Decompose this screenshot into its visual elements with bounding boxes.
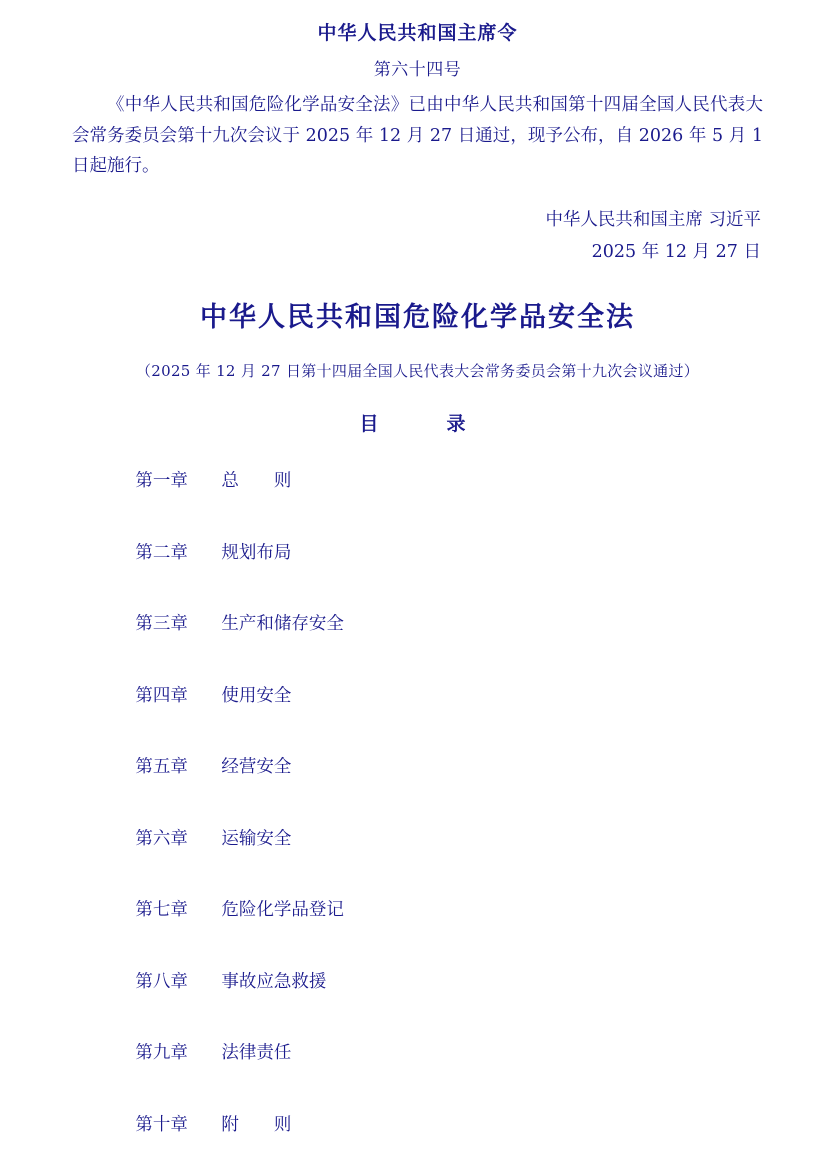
law-adoption-note: （2025 年 12 月 27 日第十四届全国人民代表大会常务委员会第十九次会议通过） [135, 361, 700, 380]
toc-item[interactable] [102, 599, 763, 652]
toc-item[interactable] [102, 1099, 763, 1152]
toc-item-chapter: 第六章 [135, 828, 188, 849]
decree-signature-block [72, 204, 763, 269]
toc-item[interactable] [102, 527, 763, 580]
law-title: 中华人民共和国危险化学品安全法 [200, 301, 635, 333]
toc-item[interactable] [102, 885, 763, 938]
toc-item-label: 使用安全 [221, 685, 292, 706]
toc-item[interactable] [102, 1028, 763, 1081]
toc-item-label: 生产和储存安全 [221, 614, 344, 635]
decree-title: 中华人民共和国主席令 [317, 22, 518, 44]
toc-item-chapter: 第一章 [135, 471, 188, 492]
decree-number: 第六十四号 [373, 60, 462, 80]
decree-signer: 中华人民共和国主席 习近平 [545, 209, 761, 230]
decree-body-text: 《中华人民共和国危险化学品安全法》已由中华人民共和国第十四届全国人民代表大会常务委员会第十九次会议于 2025 年 12 月 27 日通过，现予公布，自 2026 年 5 月 1 日起施行。 [72, 95, 763, 177]
decree-date: 2025 年 12 月 27 日 [591, 242, 761, 263]
toc-item-label: 运输安全 [221, 828, 292, 849]
toc-item-chapter: 第八章 [135, 971, 188, 992]
toc-item-chapter: 第十章 [135, 1114, 188, 1135]
toc-item[interactable] [102, 670, 763, 723]
toc-item-chapter: 第二章 [135, 542, 188, 563]
toc-item-chapter: 第七章 [135, 900, 188, 921]
toc-item[interactable] [102, 456, 763, 509]
toc-item[interactable] [102, 742, 763, 795]
toc-item-label: 附 则 [221, 1114, 292, 1135]
toc-item-label: 法律责任 [221, 1043, 292, 1064]
toc-item-chapter: 第九章 [135, 1043, 188, 1064]
toc-list [72, 456, 763, 1152]
toc-item-chapter: 第四章 [135, 685, 188, 706]
toc-heading: 目 录 [359, 412, 476, 435]
toc-item-chapter: 第三章 [135, 614, 188, 635]
toc-item-label: 危险化学品登记 [221, 900, 344, 921]
toc-item-label: 经营安全 [221, 757, 292, 778]
toc-item-chapter: 第五章 [135, 757, 188, 778]
toc-item[interactable] [102, 956, 763, 1009]
toc-item-label: 规划布局 [221, 542, 292, 563]
toc-item-label: 总 则 [221, 471, 292, 492]
toc-item[interactable] [102, 813, 763, 866]
toc-item-label: 事故应急救援 [221, 971, 327, 992]
